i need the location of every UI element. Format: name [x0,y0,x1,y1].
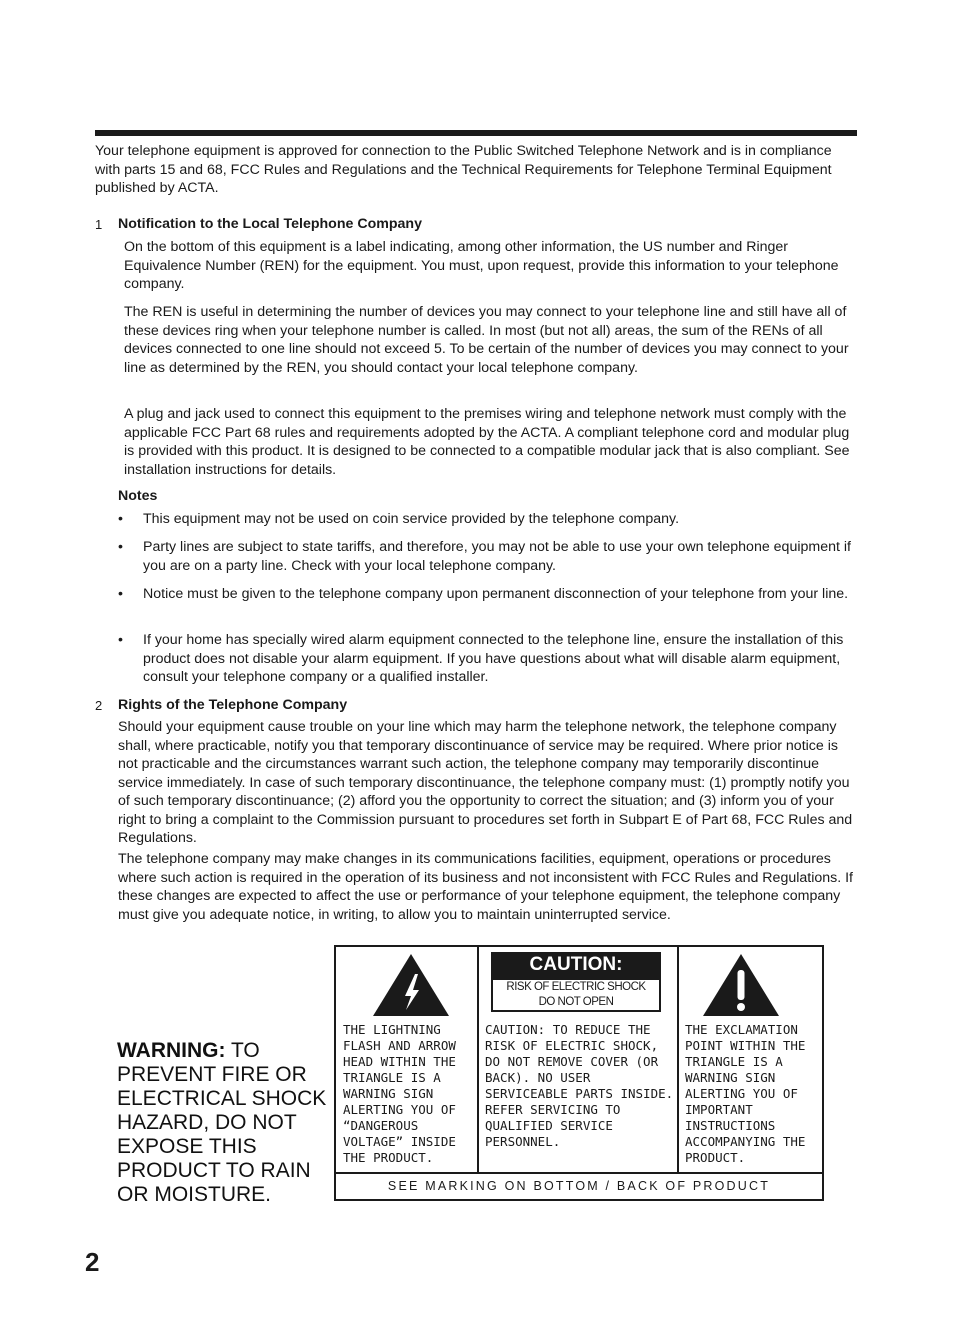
caution-label: CAUTION: [491,952,661,978]
caution-sublabel [491,978,661,1012]
section-1-paragraph: The REN is useful in determining the number of devices you may connect to your telephone line and still have all of these devices ring when your telephone number is called. In most (but not all) areas, the sum of the RENs of all devices connected to one line should not exceed 5. To be certain of the number of devices you may connect to your line as determined by the REN, you should contact your local telephone company. [124,304,849,376]
section-1-title: Notification to the Local Telephone Company [118,216,422,232]
list-item-text: This equipment may not be used on coin service provided by the telephone company. [143,511,680,527]
caution-center-text: CAUTION: TO REDUCE THE RISK OF ELECTRIC SHOCK, DO NOT REMOVE COVER (OR BACK). NO USER SERVICEABLE PARTS INSIDE. REFER SERVICING TO QUALIFIED SERVICE PERSONNEL. [485,1022,674,1149]
page-number: 2 [85,1247,100,1277]
bullet-icon: • [118,539,123,555]
lightning-triangle-icon [371,952,451,1018]
list-item [118,631,858,687]
section-1-paragraph: On the bottom of this equipment is a label indicating, among other information, the US number and Ringer Equivalence Number (REN) for the equipment. You must, upon request, provide this information to your telephone company. [124,239,839,292]
caution-box [334,945,824,1201]
bullet-icon: • [118,511,123,527]
section-1-paragraph: A plug and jack used to connect this equipment to the premises wiring and telephone network must comply with the applicable FCC Part 68 rules and requirements adopted by the ACTA. A compliant telephone cord and modular plug is provided with this product. It is designed to be connected to a compatible modular jack that is also compliant. See installation instructions for details. [124,406,850,478]
caution-center-panel [479,947,679,1172]
list-item-text: Party lines are subject to state tariffs, and therefore, you may not be able to use your own telephone equipment if you are on a party line. Check with your local telephone company. [143,539,851,574]
bullet-icon: • [118,632,123,648]
section-2-title: Rights of the Telephone Company [118,697,348,713]
caution-left-text: THE LIGHTNING FLASH AND ARROW HEAD WITHIN THE TRIANGLE IS A WARNING SIGN ALERTING YOU OF “DANGEROUS VOLTAGE” INSIDE THE PRODUCT. [343,1022,456,1165]
caution-right-text: THE EXCLAMATION POINT WITHIN THE TRIANGLE IS A WARNING SIGN ALERTING YOU OF IMPORTANT INSTRUCTIONS ACCOMPANYING THE PRODUCT. [685,1022,806,1165]
top-rule [95,130,857,136]
list-item [118,538,858,575]
intro-paragraph: Your telephone equipment is approved for connection to the Public Switched Telephone Network and is in compliance with parts 15 and 68, FCC Rules and Regulations and the Technical Requirements for Telephone Terminal Equipment published by ACTA. [95,143,832,196]
list-item-text: Notice must be given to the telephone company upon permanent disconnection of your telephone from your line. [143,586,849,602]
list-item-text: If your home has specially wired alarm equipment connected to the telephone line, ensure the installation of this product does not disable your alarm equipment. If you have questions about what will disable alarm equipment, consult your telephone company or a qualified installer. [143,632,844,685]
section-2-paragraph: The telephone company may make changes in its communications facilities, equipment, operations or procedures where such action is required in the operation of its business and not inconsistent with FCC Rules and Regulations. If these changes are expected to affect the use or performance of your telephone equipment, the telephone company must give you adequate notice, in writing, to allow you to maintain uninterrupted service. [118,851,853,923]
warning-statement [117,1039,332,1207]
caution-sub-line: RISK OF ELECTRIC SHOCK [506,981,646,993]
section-2-paragraph: Should your equipment cause trouble on your line which may harm the telephone network, the telephone company shall, where practicable, notify you that temporary discontinuance of service may be required. Where prior notice is not practicable and the circumstances warrant such action, the telephone company may temporarily discontinue service immediately. In case of such temporary discontinuance, the telephone company must: (1) promptly notify you of such temporary discontinuance; (2) afford you the opportunity to correct the situation; and (3) inform you of your right to bring a complaint to the Commission pursuant to procedures set forth in Subpart E of Part 68, FCC Rules and Regulations. [118,719,853,846]
exclamation-triangle-icon [701,952,781,1018]
warning-text: TO PREVENT FIRE OR ELECTRICAL SHOCK HAZARD, DO NOT EXPOSE THIS PRODUCT TO RAIN OR MOISTURE. [117,1039,327,1206]
section-2-number: 2 [95,698,103,713]
warning-label: WARNING: [117,1039,226,1062]
list-item [118,510,858,529]
caution-sub-line: DO NOT OPEN [538,996,614,1008]
section-1-number: 1 [95,217,103,232]
bullet-icon: • [118,586,123,602]
list-item [118,585,858,604]
caution-right-panel [679,947,822,1172]
caution-left-panel [336,947,479,1172]
caution-bottom-text: SEE MARKING ON BOTTOM / BACK OF PRODUCT [336,1172,822,1199]
notes-title: Notes [118,488,158,504]
